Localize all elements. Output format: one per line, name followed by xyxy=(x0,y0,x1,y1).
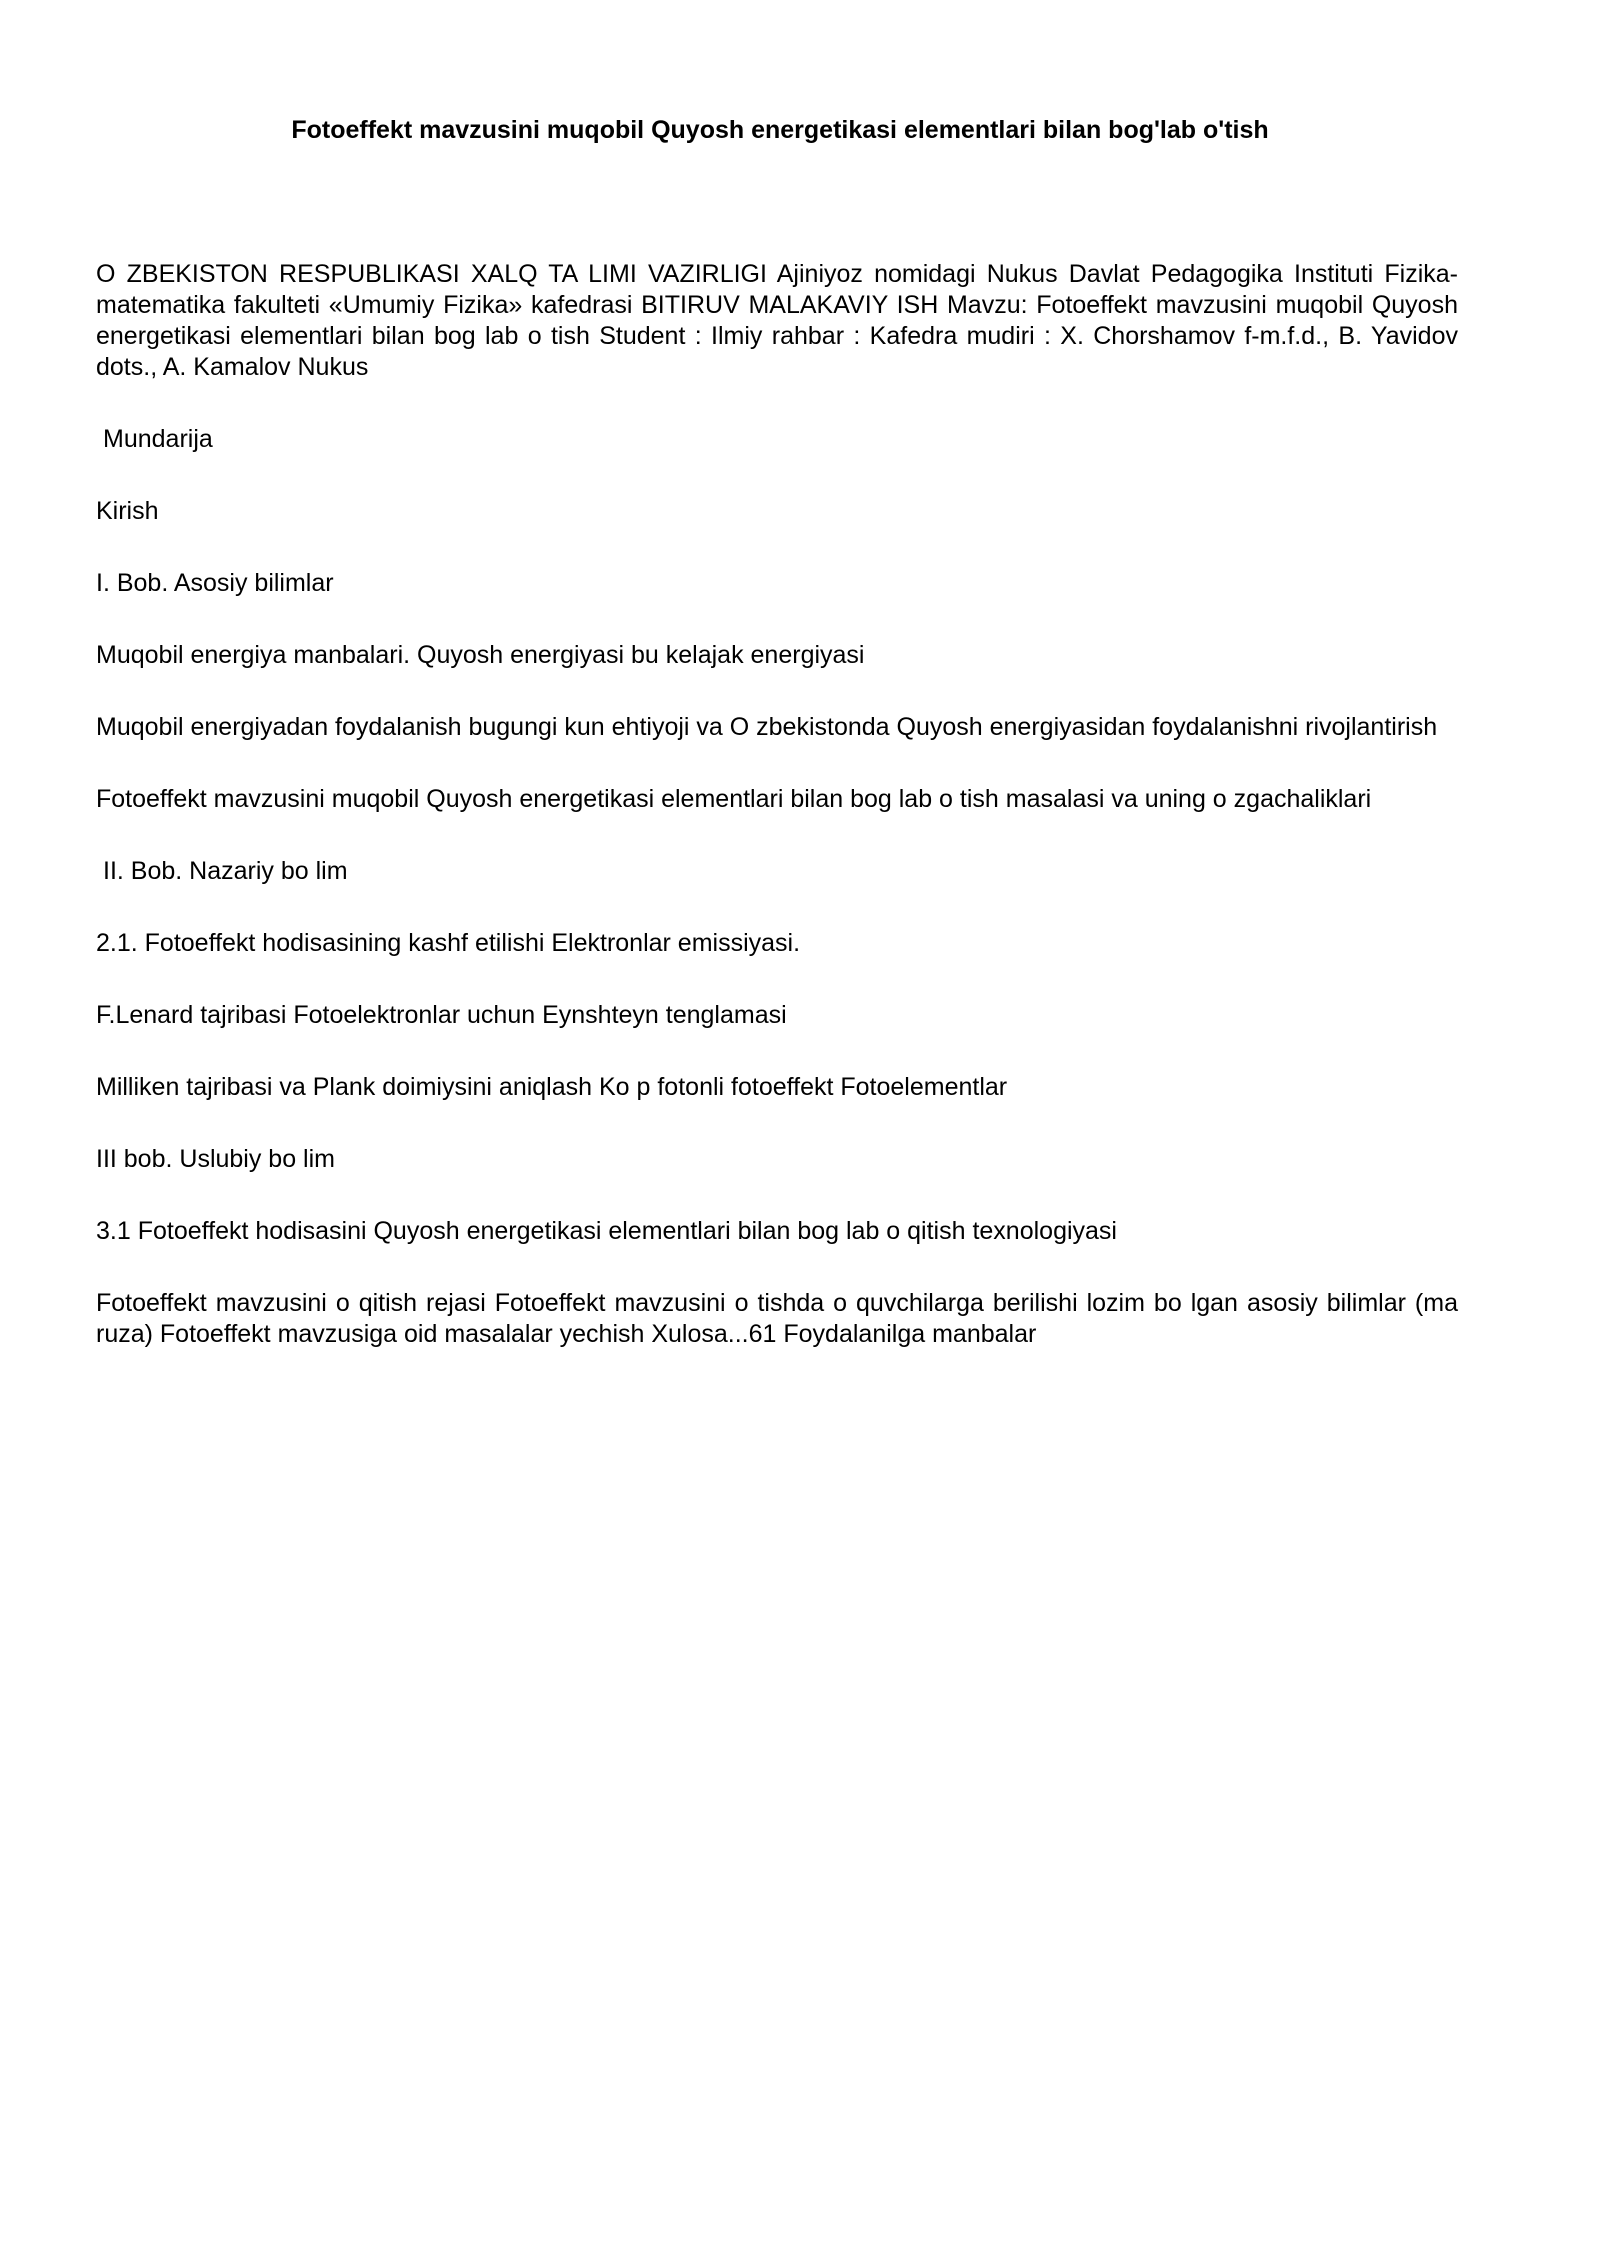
toc-item-intro: Kirish xyxy=(96,497,159,525)
toc-item: 2.1. Fotoeffekt hodisasining kashf etilishi Elektronlar emissiyasi. xyxy=(96,929,801,957)
document-body xyxy=(96,259,1458,1391)
toc-heading: Mundarija xyxy=(103,425,213,453)
toc-item: Fotoeffekt mavzusini muqobil Quyosh energetikasi elementlari bilan bog lab o tish masalasi va uning o zgachaliklari xyxy=(96,785,1372,813)
toc-item: Fotoeffekt mavzusini o qitish rejasi Fotoeffekt mavzusini o tishda o quvchilarga berilishi lozim bo lgan asosiy bilimlar (ma ruza) Fotoeffekt mavzusiga oid masalalar yechish Xulosa...61 Foydalanilga manbalar xyxy=(96,1289,1458,1348)
toc-chapter-3: III bob. Uslubiy bo lim xyxy=(96,1145,335,1173)
document-title: Fotoeffekt mavzusini muqobil Quyosh energetikasi elementlari bilan bog'lab o'tish xyxy=(291,116,1269,144)
toc-chapter-2: II. Bob. Nazariy bo lim xyxy=(103,857,348,885)
toc-item: Muqobil energiyadan foydalanish bugungi kun ehtiyoji va O zbekistonda Quyosh energiyasidan foydalanishni rivojlantirish xyxy=(96,713,1438,741)
toc-item: 3.1 Fotoeffekt hodisasini Quyosh energetikasi elementlari bilan bog lab o qitish texnologiyasi xyxy=(96,1217,1117,1245)
title-page-paragraph: O ZBEKISTON RESPUBLIKASI XALQ TA LIMI VAZIRLIGI Ajiniyoz nomidagi Nukus Davlat Pedagogika Instituti Fizika-matematika fakulteti «Umumiy Fizika» kafedrasi BITIRUV MALAKAVIY ISH Mavzu: Fotoeffekt mavzusini muqobil Quyosh energetikasi elementlari bilan bog lab o tish Student : Ilmiy rahbar : Kafedra mudiri : X. Chorshamov f-m.f.d., B. Yavidov dots., A. Kamalov Nukus xyxy=(96,260,1458,381)
toc-item: Muqobil energiya manbalari. Quyosh energiyasi bu kelajak energiyasi xyxy=(96,641,865,669)
toc-item: F.Lenard tajribasi Fotoelektronlar uchun Eynshteyn tenglamasi xyxy=(96,1001,787,1029)
toc-item: Milliken tajribasi va Plank doimiysini aniqlash Ko p fotonli fotoeffekt Fotoelementlar xyxy=(96,1073,1008,1101)
toc-chapter-1: I. Bob. Asosiy bilimlar xyxy=(96,569,334,597)
